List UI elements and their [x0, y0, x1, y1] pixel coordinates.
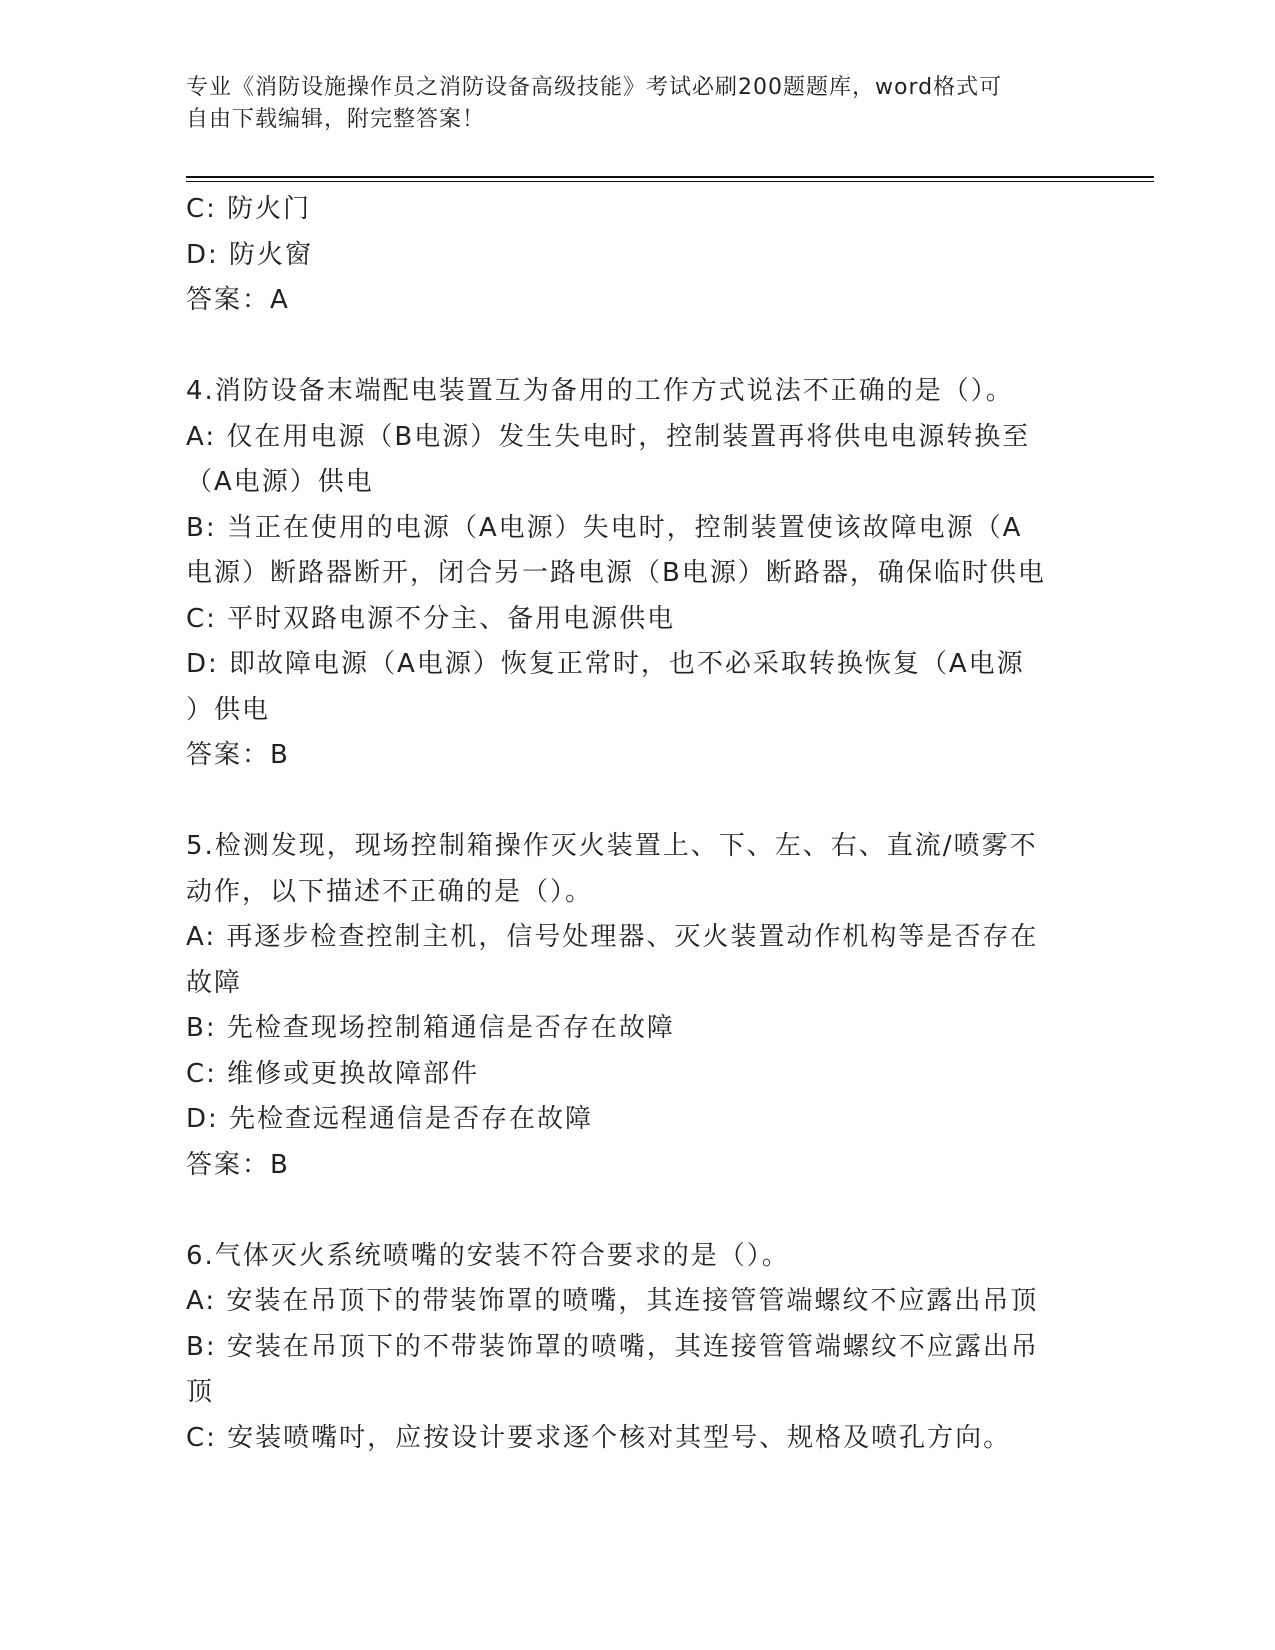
document-header [186, 72, 1066, 136]
option-line: （A电源）供电 [186, 467, 374, 497]
option-line: D: 先检查远程通信是否存在故障 [186, 1104, 594, 1134]
option-line: D: 防火窗 [186, 239, 314, 270]
option-line: A: 安装在吊顶下的带装饰罩的喷嘴，其连接管管端螺纹不应露出吊顶 [186, 1286, 1039, 1316]
answer-line: 答案：B [186, 740, 290, 770]
option-line: C: 平时双路电源不分主、备用电源供电 [186, 603, 676, 634]
option-line: B: 当正在使用的电源（A电源）失电时，控制装置使该故障电源（A [186, 512, 1023, 543]
question-block [186, 187, 1086, 324]
block-gap [186, 779, 1086, 825]
header-divider-thin [186, 181, 1154, 182]
option-line: A: 仅在用电源（B电源）发生失电时，控制装置再将供电电源转换至 [186, 421, 1031, 452]
answer-line: 答案：A [186, 285, 290, 315]
option-line: D: 即故障电源（A电源）恢复正常时，也不必采取转换恢复（A电源 [186, 649, 1025, 679]
option-line: B: 先检查现场控制箱通信是否存在故障 [186, 1013, 675, 1043]
option-line: C: 防火门 [186, 194, 312, 224]
question-block [186, 369, 1086, 779]
question-stem: 4.消防设备末端配电装置互为备用的工作方式说法不正确的是（）。 [186, 376, 1014, 406]
option-line: 故障 [186, 967, 243, 998]
option-line: 电源）断路器断开，闭合另一路电源（B电源）断路器，确保临时供电 [186, 558, 1046, 588]
question-block [186, 824, 1086, 1188]
option-line: 顶 [186, 1377, 215, 1407]
question-list [186, 187, 1086, 1461]
header-line: 自由下载编辑，附完整答案！ [186, 107, 486, 132]
header-line: 专业《消防设施操作员之消防设备高级技能》考试必刷200题题库，word格式可 [186, 75, 1003, 100]
block-gap [186, 1188, 1086, 1234]
question-stem: 6.气体灭火系统喷嘴的安装不符合要求的是（）。 [186, 1240, 790, 1271]
option-line: A: 再逐步检查控制主机，信号处理器、灭火装置动作机构等是否存在 [186, 922, 1039, 952]
option-line: ）供电 [186, 694, 271, 725]
header-divider [186, 176, 1154, 178]
option-line: B: 安装在吊顶下的不带装饰罩的喷嘴，其连接管管端螺纹不应露出吊 [186, 1331, 1039, 1362]
question-stem: 5.检测发现，现场控制箱操作灭火装置上、下、左、右、直流/喷雾不 [186, 831, 1038, 861]
option-line: C: 安装喷嘴吋，应按设计要求逐个核对其型号、规格及喷孔方向。 [186, 1422, 1012, 1453]
block-gap [186, 324, 1086, 370]
option-line: C: 维修或更换故障部件 [186, 1058, 480, 1089]
answer-line: 答案：B [186, 1149, 290, 1180]
question-block [186, 1234, 1086, 1462]
question-stem: 动作，以下描述不正确的是（）。 [186, 876, 594, 907]
